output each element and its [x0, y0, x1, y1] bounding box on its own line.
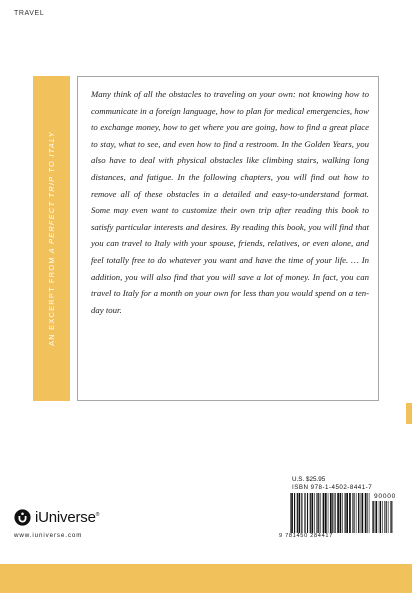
trademark-symbol: ® [95, 512, 100, 518]
price-code-label: 90000 [374, 493, 397, 500]
side-label-title: A PERFECT TRIP TO ITALY [47, 131, 56, 254]
price-label: U.S. $25.95 [292, 476, 326, 483]
addon-barcode-icon [372, 501, 394, 533]
isbn-label: ISBN 978-1-4502-8441-7 [292, 484, 373, 491]
publisher-logo [14, 509, 99, 526]
publisher-name: iUniverse [35, 509, 96, 526]
barcode-block [276, 484, 397, 542]
barcode-icon [290, 493, 370, 533]
side-label [33, 76, 70, 401]
publisher-website: www.iuniverse.com [14, 532, 83, 539]
excerpt-text: Many think of all the obstacles to traveling on your own: not knowing how to communicate in a foreign language, how to plan for medical emergencies, how to exchange money, how to get where you are going, how to find a great place to stay, what to see, and even how to find a restroom. In the Golden Years, you also have to deal with physical obstacles like climbing stairs, walking long distances, and fatigue. In the following chapters, you will find out how to remove all of these obstacles in a detailed and easy-to-understand format. Some may even want to customize their own trip after reading this book to satisfy particular interests and desires. By reading this book, you will find that you can travel to Italy with your spouse, friends, relatives, or even alone, and feel totally free to do whatever you want and have the time of your life. … In addition, you will also find that you will save a lot of money. In fact, you can travel to Italy for a month on your own for less than you would spend on a ten-day tour. [91, 89, 369, 315]
category-label: TRAVEL [14, 10, 45, 17]
bottom-band [0, 564, 412, 593]
side-label-prefix: AN EXCERPT FROM [47, 256, 56, 346]
edge-marker [406, 403, 412, 424]
excerpt-box [77, 76, 379, 401]
iuniverse-logo-icon [14, 509, 31, 526]
side-band [33, 76, 70, 401]
barcode-digits: 9 781450 284417 [279, 533, 334, 539]
